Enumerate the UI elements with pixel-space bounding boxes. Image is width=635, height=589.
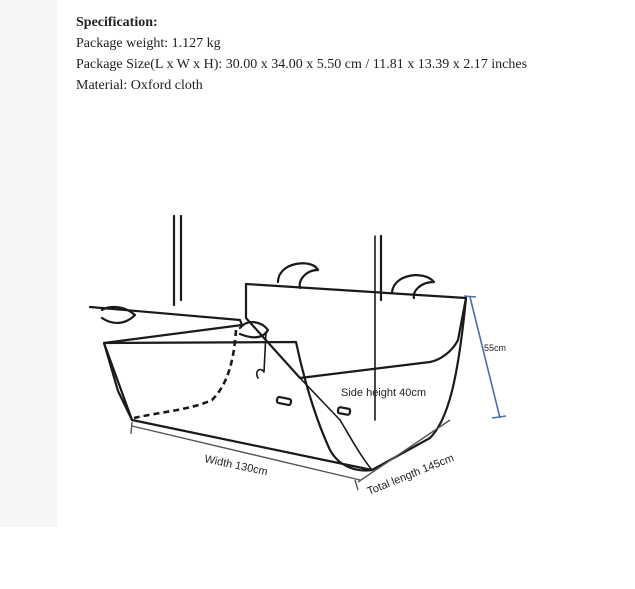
specification-block bbox=[76, 12, 631, 96]
height-label: 55cm bbox=[484, 343, 507, 353]
seat-cover-diagram bbox=[80, 205, 520, 505]
seatbelt-slot-2 bbox=[338, 407, 351, 415]
back-panel bbox=[246, 284, 466, 378]
headrest-strap-left bbox=[278, 263, 318, 288]
seatbelt-slot-1 bbox=[277, 397, 292, 406]
left-margin-panel bbox=[0, 0, 57, 527]
left-side-flap bbox=[90, 307, 242, 420]
side-height-label: Side height 40cm bbox=[341, 387, 426, 399]
specification-title: Specification: bbox=[76, 15, 158, 30]
spec-weight: Package weight: 1.127 kg bbox=[76, 36, 221, 51]
seat-anchor-handle bbox=[240, 322, 268, 337]
height-dimension-line bbox=[470, 297, 500, 418]
right-side-edge bbox=[372, 298, 466, 470]
spec-material: Material: Oxford cloth bbox=[76, 78, 203, 93]
spec-package-size: Package Size(L x W x H): 30.00 x 34.00 x 5.50 cm / 11.81 x 13.39 x 2.17 inches bbox=[76, 57, 528, 72]
length-label: Total length 145cm bbox=[365, 452, 456, 498]
width-label: Width 130cm bbox=[203, 453, 269, 479]
